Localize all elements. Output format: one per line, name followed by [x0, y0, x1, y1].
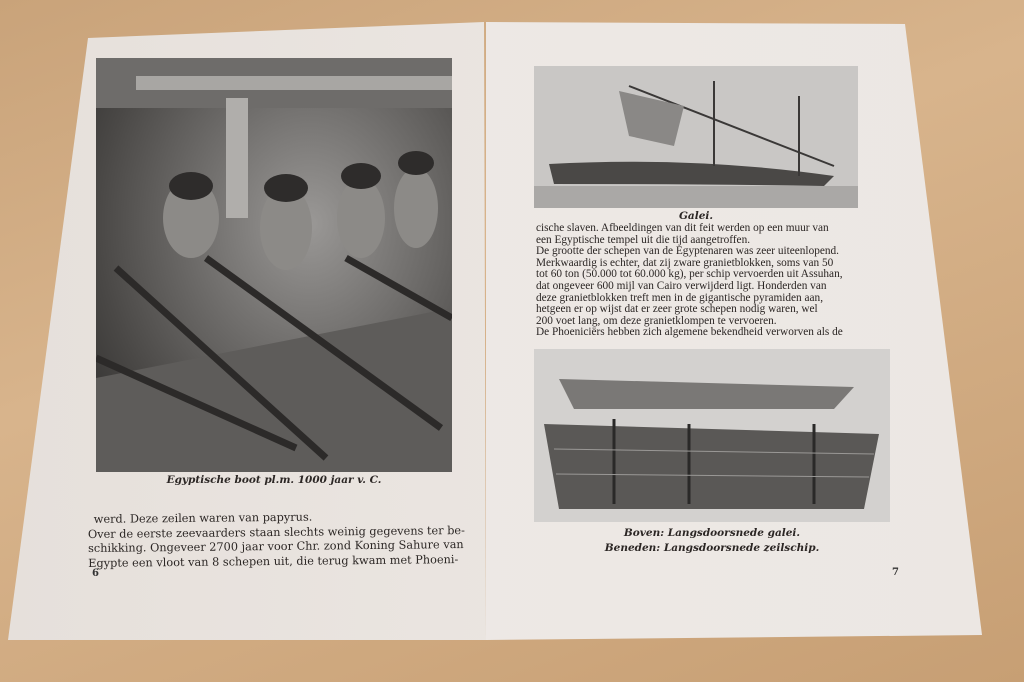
text-line: schikking. Ongeveer 2700 jaar voor Chr. zond Koning Sahure van — [88, 538, 464, 556]
right-body-text — [536, 223, 843, 339]
left-body-text — [88, 509, 466, 572]
text-line: deze granietblokken treft men in de gigantische pyramiden aan, — [536, 291, 824, 304]
text-line: hetgeen er op wijst dat er zeer grote schepen nodig waren, wel — [536, 303, 818, 316]
ship-cross-sections-illustration — [534, 349, 890, 522]
text-line: tot 60 ton (50.000 tot 60.000 kg), per schip vervoerden uit Assuhan, — [536, 268, 843, 281]
text-line: werd. Deze zeilen waren van papyrus. — [93, 510, 313, 526]
egyptian-boat-photo — [96, 58, 452, 472]
text-line: Merkwaardig is echter, dat zij zware granietblokken, soms van 50 — [536, 256, 834, 269]
text-line: een Egyptische tempel uit die tijd aangetroffen. — [536, 233, 751, 246]
galley-caption: Galei. — [678, 210, 714, 222]
text-line: De Phoeniciërs hebben zich algemene bekendheid verworven als de — [536, 326, 843, 339]
page-number-right: 7 — [892, 567, 899, 578]
text-line: 200 voet lang, om deze granietklompen te vervoeren. — [536, 314, 777, 327]
text-line: De grootte der schepen van de Egyptenaren was zeer uiteenlopend. — [536, 245, 840, 258]
sections-caption-bottom: Beneden: Langsdoorsnede zeilschip. — [604, 542, 820, 554]
page-number-left: 6 — [92, 568, 99, 579]
text-line: dat ongeveer 600 mijl van Cairo verwijderd ligt. Honderden van — [536, 279, 827, 292]
left-photo-caption: Egyptische boot pl.m. 1000 jaar v. C. — [166, 474, 382, 486]
sections-caption-top: Boven: Langsdoorsnede galei. — [623, 527, 801, 539]
text-line: cische slaven. Afbeeldingen van dit feit werden op een muur van — [536, 222, 829, 234]
galley-illustration — [534, 66, 858, 208]
text-line: Over de eerste zeevaarders staan slechts weinig gegevens ter be- — [87, 523, 465, 541]
text-line: Egypte een vloot van 8 schepen uit, die terug kwam met Phoeni- — [88, 553, 459, 571]
